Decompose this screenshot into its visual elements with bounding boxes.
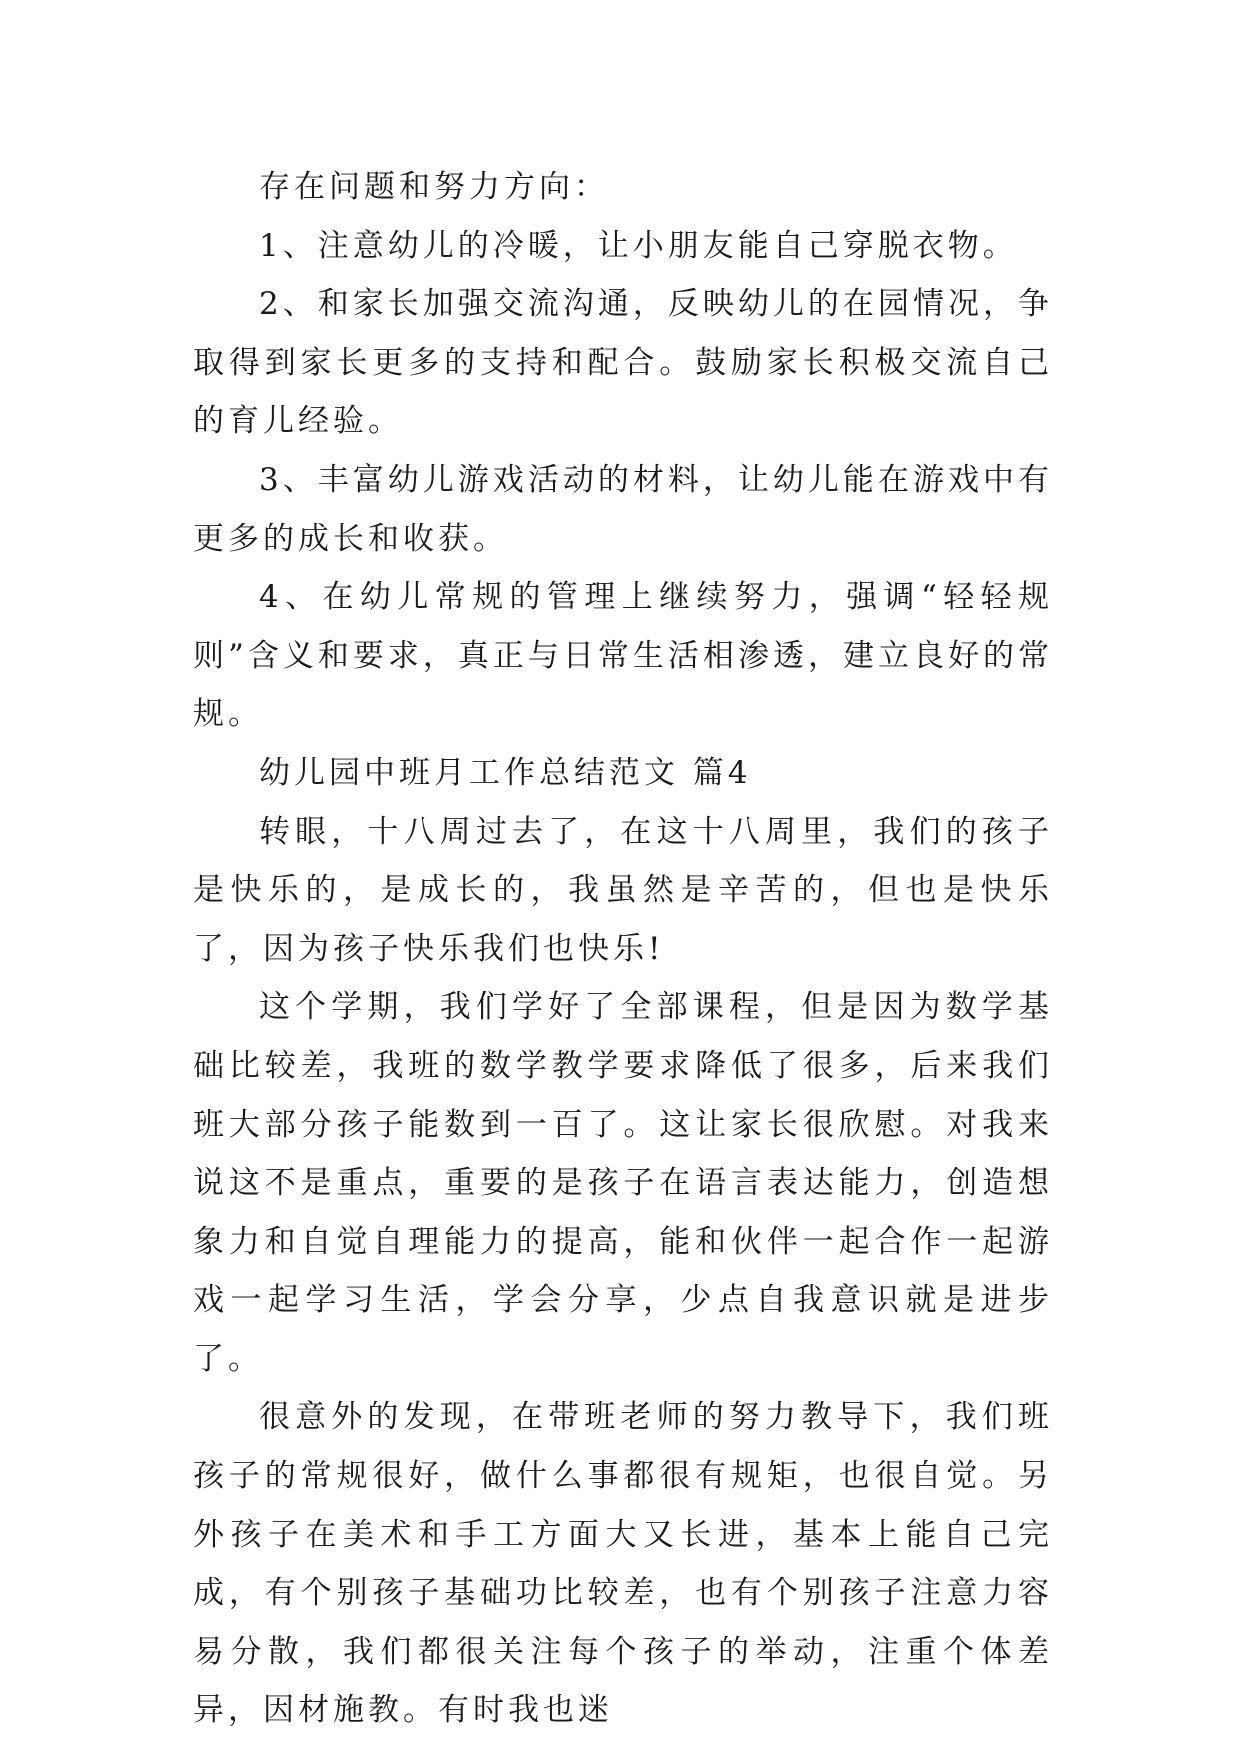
paragraph-semester: 这个学期，我们学好了全部课程，但是因为数学基础比较差，我班的数学教学要求降低了很多，后来我们班大部分孩子能数到一百了。这让家长很欣慰。对我来说这不是重点，重要的是孩子在语言表达能力，创造想象力和自觉自理能力的提高，能和伙伴一起合作一起游戏一起学习生活，学会分享，少点自我意识就是进步了。 xyxy=(193,989,1053,1377)
paragraph-discovery: 很意外的发现，在带班老师的努力教导下，我们班孩子的常规很好，做什么事都很有规矩，也很自觉。另外孩子在美术和手工方面大又长进，基本上能自己完成，有个别孩子基础功比较差，也有个别孩子注意力容易分散，我们都很关注每个孩子的举动，注重个体差异，因材施教。有时我也迷 xyxy=(193,1399,1053,1729)
paragraph-intro: 转眼，十八周过去了，在这十八周里，我们的孩子是快乐的，是成长的，我虽然是辛苦的，但也是快乐了，因为孩子快乐我们也快乐! xyxy=(193,813,1053,967)
document-body xyxy=(193,158,1053,1740)
section-heading-problems: 存在问题和努力方向： xyxy=(259,169,609,205)
section-title-part-4: 幼儿园中班月工作总结范文 篇4 xyxy=(259,754,752,791)
paragraph-item-3: 3、丰富幼儿游戏活动的材料，让幼儿能在游戏中有更多的成长和收获。 xyxy=(193,461,1053,557)
paragraph-item-2: 2、和家长加强交流沟通，反映幼儿的在园情况，争取得到家长更多的支持和配合。鼓励家长积极交流自己的育儿经验。 xyxy=(193,286,1053,440)
paragraph-item-1: 1、注意幼儿的冷暖，让小朋友能自己穿脱衣物。 xyxy=(259,227,1018,264)
paragraph-item-4: 4、在幼儿常规的管理上继续努力，强调“轻轻规则”含义和要求，真正与日常生活相渗透，建立良好的常规。 xyxy=(193,579,1053,733)
